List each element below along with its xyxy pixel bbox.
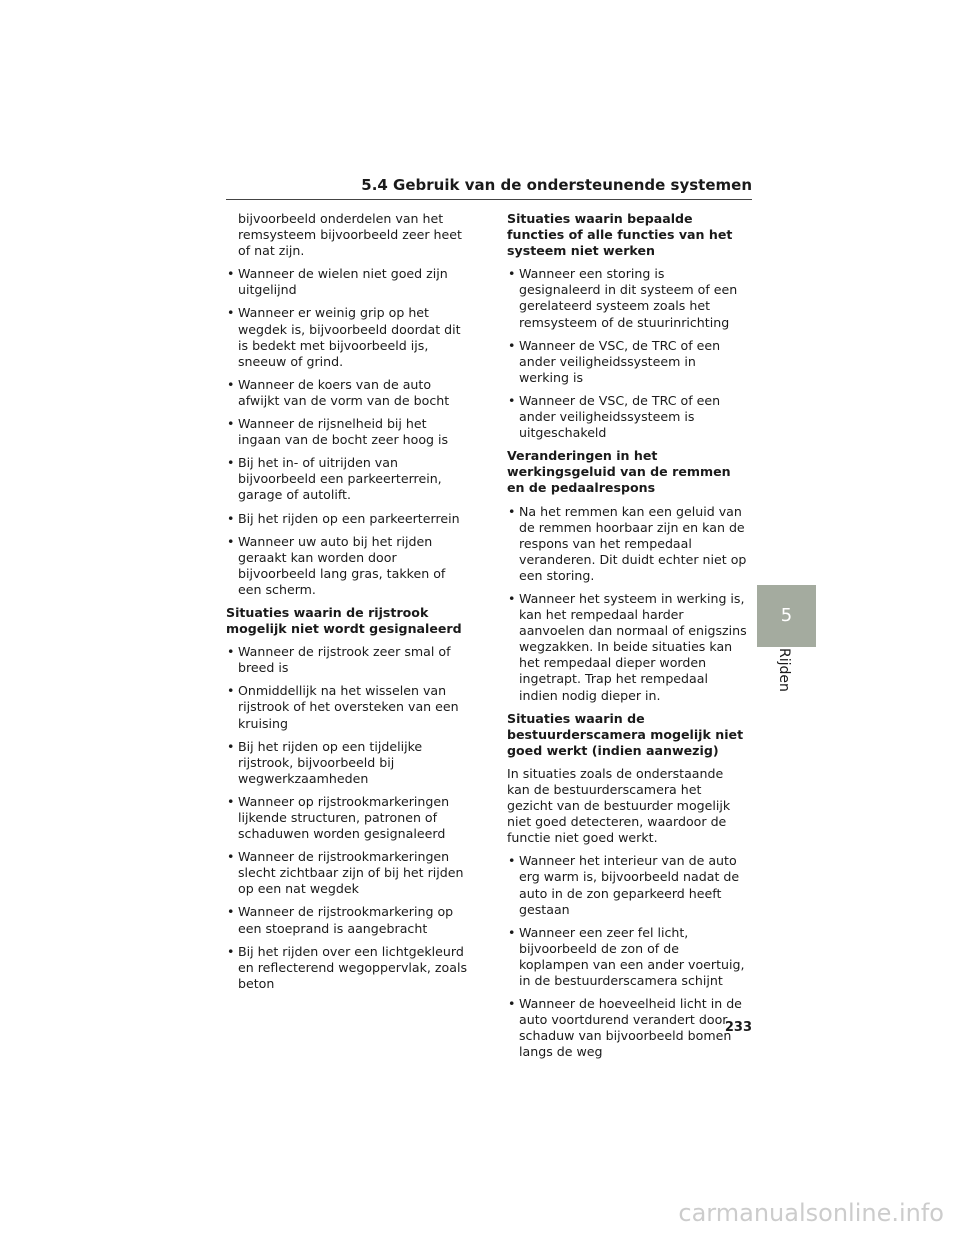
bullet-item — [507, 504, 747, 584]
bullet-text: Wanneer de VSC, de TRC of een ander veiligheidssysteem in werking is — [519, 337, 721, 385]
bullet-symbol: • — [227, 376, 235, 392]
chapter-title: Rijden — [776, 648, 792, 692]
bullet-text: Wanneer de wielen niet goed zijn uitgelijnd — [238, 266, 448, 298]
bullet-item — [226, 739, 468, 787]
bullet-item — [226, 455, 468, 503]
bullet-symbol: • — [227, 416, 235, 432]
bullet-text: Bij het in- of uitrijden van bijvoorbeeld een parkeerterrein, garage of autolift. — [238, 455, 442, 503]
watermark: carmanualsonline.info — [678, 1199, 944, 1227]
bullet-symbol: • — [227, 533, 235, 549]
bullet-text: Wanneer het systeem in werking is, kan het rempedaal harder aanvoelen dan normaal of enigszins wegzakken. In beide situaties kan het rempedaal dieper worden ingetrapt. Trap het rempedaal indien nodig dieper in. — [519, 590, 747, 703]
bullet-list — [226, 266, 468, 598]
bullet-symbol: • — [508, 266, 516, 282]
bullet-item — [226, 266, 468, 298]
bullet-text: Onmiddellijk na het wisselen van rijstrook of het oversteken van een kruising — [238, 683, 459, 731]
bullet-text: Bij het rijden over een lichtgekleurd en reflecterend wegoppervlak, zoals beton — [238, 943, 468, 991]
chapter-label — [770, 648, 794, 708]
bullet-item — [226, 377, 468, 409]
bullet-item — [507, 266, 747, 330]
bullet-item — [507, 853, 747, 917]
bullet-text: Wanneer uw auto bij het rijden geraakt kan worden door bijvoorbeeld lang gras, takken of een scherm. — [238, 533, 446, 597]
bullet-symbol: • — [227, 943, 235, 959]
bullet-text: Wanneer de rijstrookmarkeringen slecht zichtbaar zijn of bij het rijden op een nat wegdek — [238, 849, 464, 897]
bullet-text: Wanneer de hoeveelheid licht in de auto voortdurend verandert door schaduw van bijvoorbeeld bomen langs de weg — [519, 996, 742, 1060]
bullet-symbol: • — [227, 510, 235, 526]
page-number: 233 — [724, 1020, 752, 1035]
bullet-list — [507, 504, 747, 704]
bullet-text: Wanneer de rijstrookmarkering op een stoeprand is aangebracht — [238, 904, 454, 936]
bullet-item — [507, 393, 747, 441]
bullet-text: Wanneer op rijstrookmarkeringen lijkende structuren, patronen of schaduwen worden gesignaleerd — [238, 793, 450, 842]
chapter-number: 5 — [780, 605, 793, 626]
bullet-item — [226, 534, 468, 598]
bullet-text: Wanneer er weinig grip op het wegdek is, bijvoorbeeld doordat dit is bedekt met bijvoorbeeld ijs, sneeuw of grind. — [238, 305, 461, 369]
bullet-symbol: • — [508, 590, 516, 606]
section-heading: Situaties waarin bepaalde functies of alle functies van het systeem niet werken — [507, 211, 733, 259]
bullet-symbol: • — [227, 683, 235, 699]
bullet-item — [507, 338, 747, 386]
bullet-item — [226, 849, 468, 897]
bullet-symbol: • — [227, 904, 235, 920]
bullet-text: Wanneer een zeer fel licht, bijvoorbeeld de zon of de koplampen van een ander voertuig, in de bestuurderscamera schijnt — [519, 924, 745, 989]
bullet-text: Na het remmen kan een geluid van de remmen hoorbaar zijn en kan de respons van het rempedaal veranderen. Dit duidt echter niet op een storing. — [519, 503, 747, 583]
bullet-symbol: • — [508, 853, 516, 869]
bullet-item — [226, 794, 468, 842]
bullet-symbol: • — [227, 793, 235, 809]
bullet-text: Wanneer het interieur van de auto erg warm is, bijvoorbeeld nadat de auto in de zon geparkeerd heeft gestaan — [519, 853, 740, 917]
bullet-item — [226, 511, 468, 527]
bullet-item — [226, 944, 468, 992]
bullet-symbol: • — [227, 455, 235, 471]
section-heading: Situaties waarin de rijstrook mogelijk niet wordt gesignaleerd — [226, 604, 462, 637]
bullet-symbol: • — [508, 392, 516, 408]
bullet-item — [507, 925, 747, 989]
bullet-symbol: • — [227, 305, 235, 321]
bullet-text: Wanneer de VSC, de TRC of een ander veiligheidssysteem is uitgeschakeld — [519, 392, 721, 441]
bullet-symbol: • — [508, 337, 516, 353]
bullet-text: Wanneer de koers van de auto afwijkt van de vorm van de bocht — [238, 376, 450, 408]
bullet-symbol: • — [227, 266, 235, 282]
bullet-item — [507, 591, 747, 704]
bullet-text: Wanneer de rijstrook zeer smal of breed is — [238, 644, 451, 676]
section-heading: Veranderingen in het werkingsgeluid van de remmen en de pedaalrespons — [507, 448, 731, 496]
section-heading: Situaties waarin de bestuurderscamera mogelijk niet goed werkt (indien aanwezig) — [507, 710, 744, 758]
bullet-symbol: • — [508, 996, 516, 1012]
header-divider — [226, 199, 752, 200]
bullet-list — [507, 266, 747, 441]
bullet-text: Wanneer een storing is gesignaleerd in dit systeem of een gerelateerd systeem zoals het remsysteem of de stuurinrichting — [519, 266, 738, 330]
chapter-tab — [757, 585, 816, 647]
body-paragraph: In situaties zoals de onderstaande kan de bestuurderscamera het gezicht van de bestuurder mogelijk niet goed detecteren, waardoor de functie niet goed werkt. — [507, 765, 731, 846]
bullet-text: Bij het rijden op een parkeerterrein — [238, 510, 460, 526]
bullet-symbol: • — [508, 503, 516, 519]
bullet-text: Wanneer de rijsnelheid bij het ingaan van de bocht zeer hoog is — [238, 416, 449, 448]
bullet-text: Bij het rijden op een tijdelijke rijstrook, bijvoorbeeld bij wegwerkzaamheden — [238, 738, 423, 786]
bullet-item — [226, 416, 468, 448]
bullet-symbol: • — [508, 924, 516, 940]
section-header: 5.4 Gebruik van de ondersteunende systemen — [361, 176, 752, 194]
right-column — [507, 211, 747, 1068]
continuation-paragraph: bijvoorbeeld onderdelen van het remsysteem bijvoorbeeld zeer heet of nat zijn. — [238, 211, 462, 259]
bullet-item — [226, 644, 468, 676]
bullet-item — [226, 904, 468, 936]
bullet-item — [226, 683, 468, 731]
bullet-item — [226, 305, 468, 369]
left-column — [226, 211, 468, 999]
bullet-symbol: • — [227, 738, 235, 754]
bullet-list — [226, 644, 468, 992]
bullet-symbol: • — [227, 849, 235, 865]
bullet-symbol: • — [227, 644, 235, 660]
